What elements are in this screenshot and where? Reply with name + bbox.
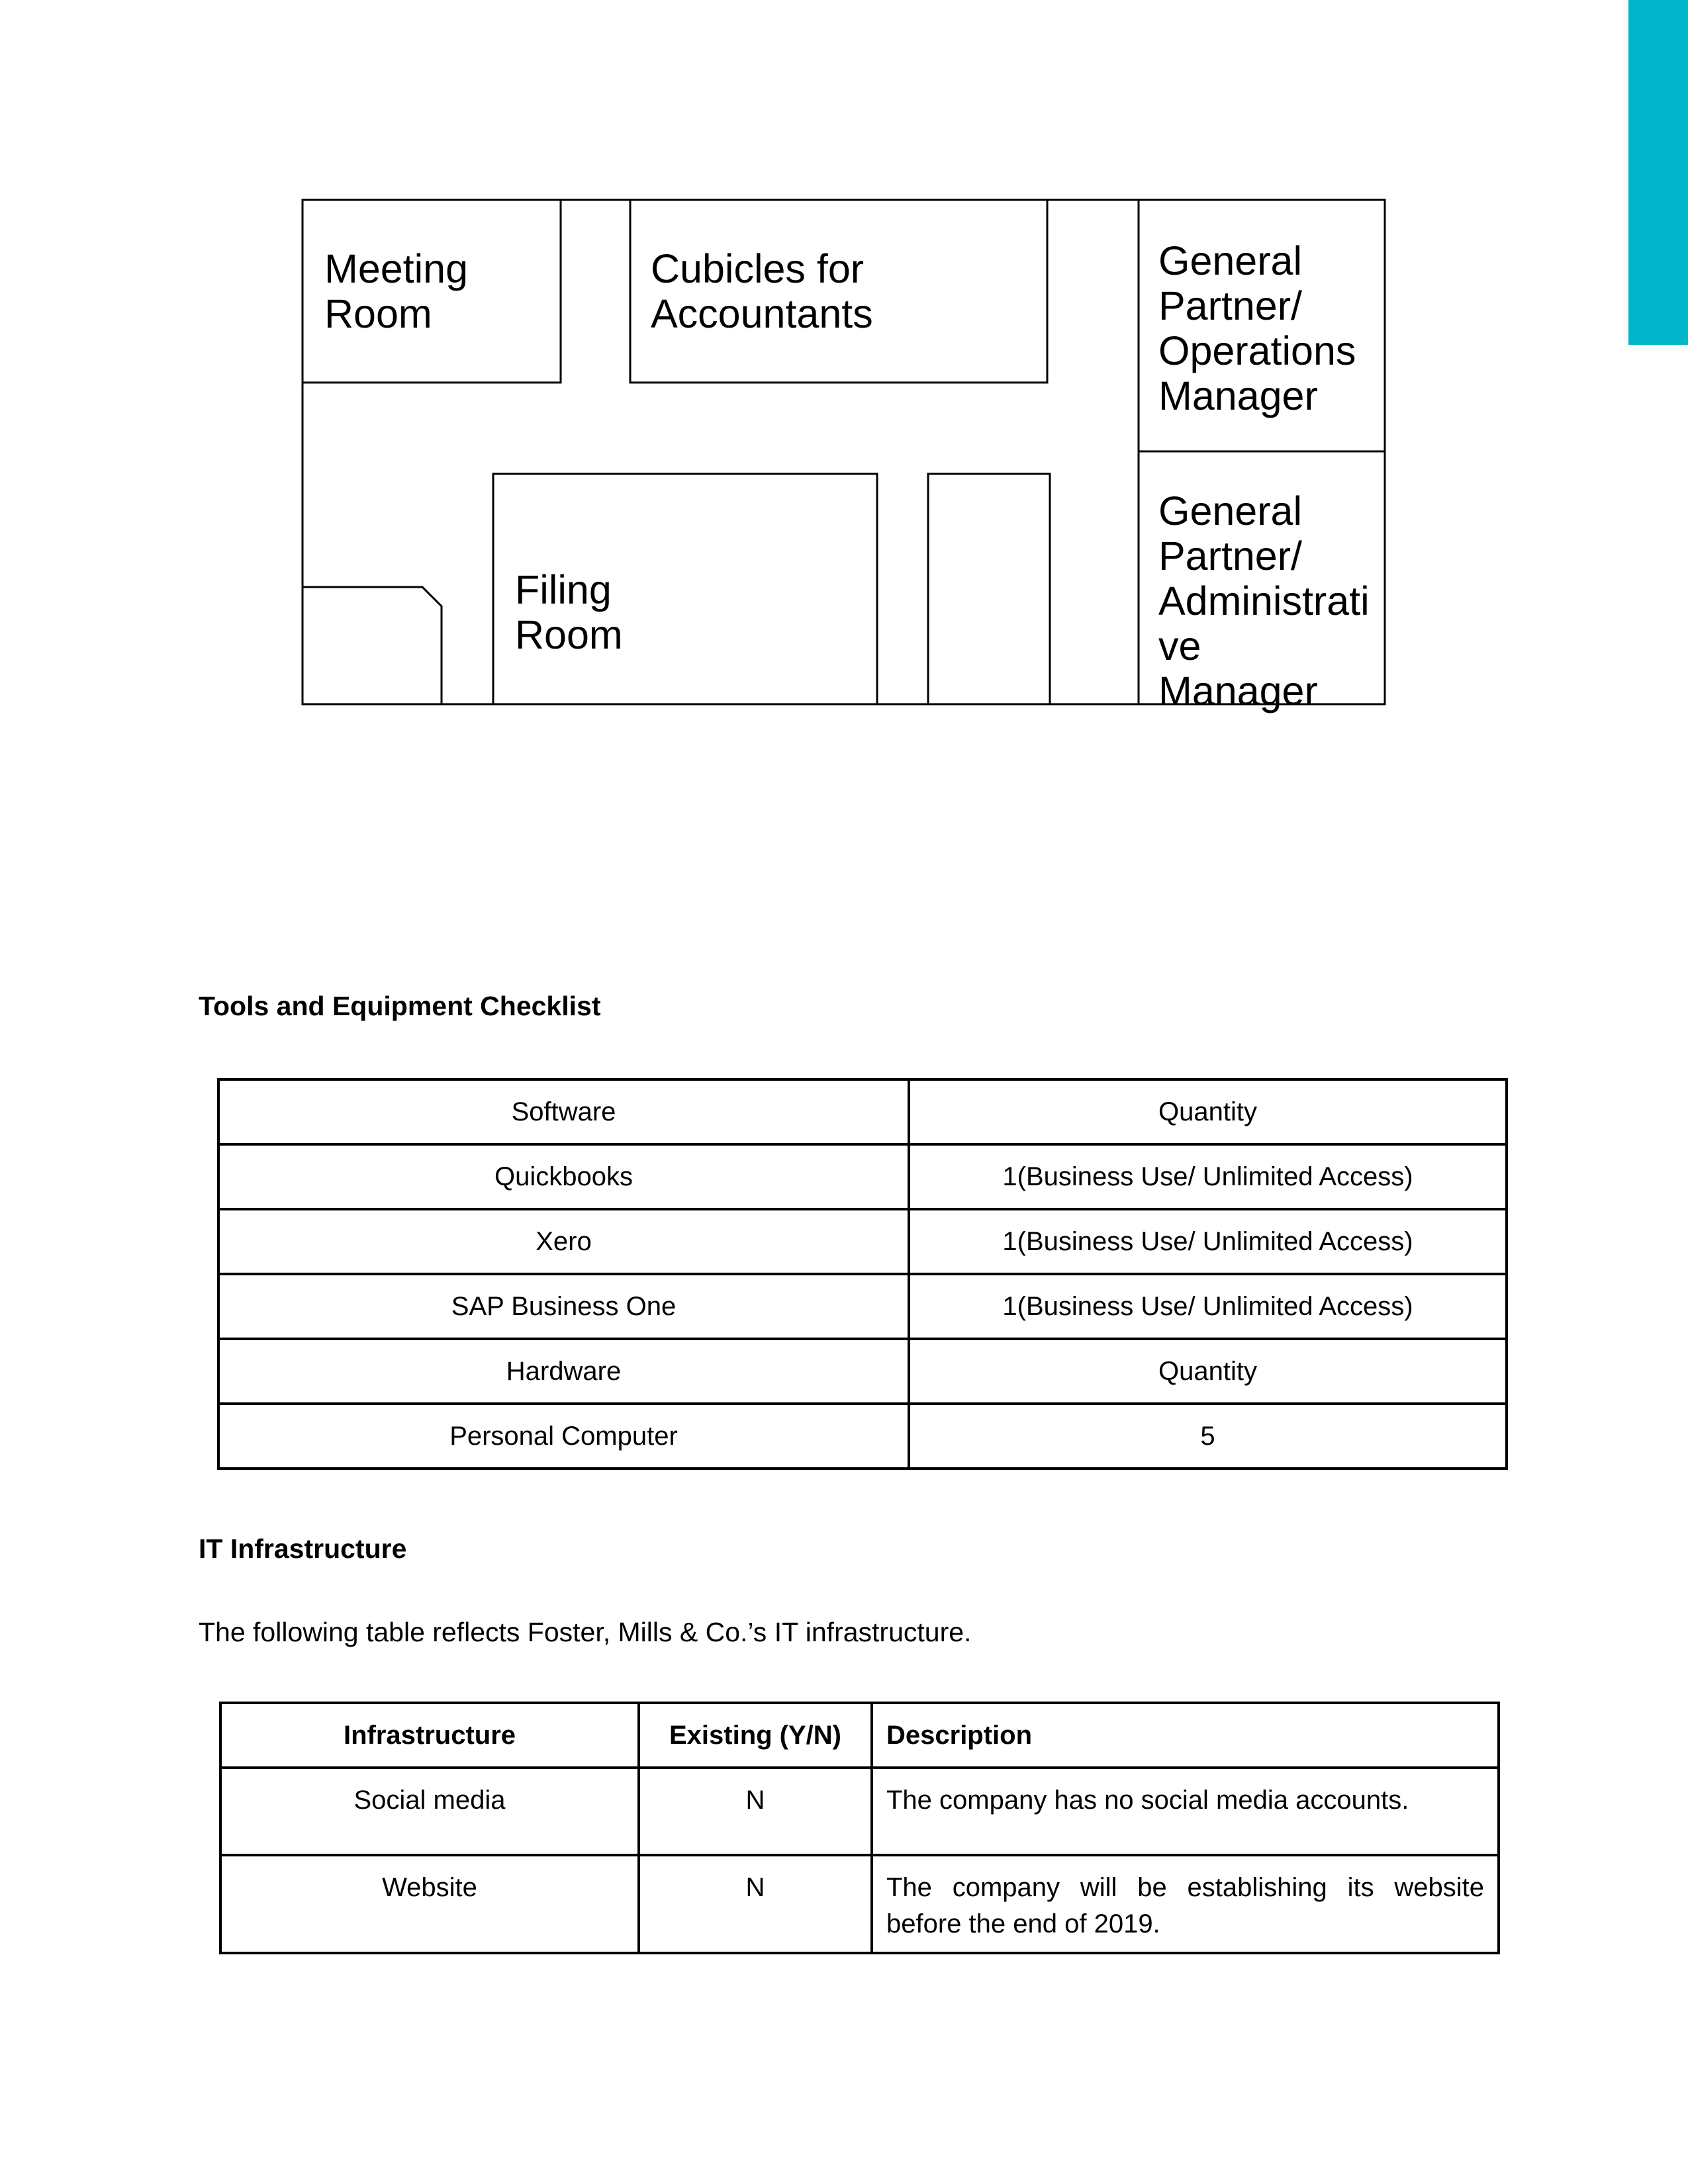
table-row [220,1768,1499,1855]
meeting-room-label: Meeting Room [324,246,469,336]
it-table [219,1702,1500,1954]
table-row [218,1404,1507,1469]
it-heading: IT Infrastructure [199,1533,407,1564]
tools-cell: 1(Business Use/ Unlimited Access) [909,1144,1507,1209]
tools-cell: Personal Computer [218,1404,909,1469]
it-cell: The company will be establishing its website before the end of 2019. [872,1855,1499,1953]
tools-cell: SAP Business One [218,1274,909,1339]
tools-cell: Hardware [218,1339,909,1404]
table-row [218,1209,1507,1274]
tools-cell: Quantity [909,1339,1507,1404]
tools-table [217,1078,1508,1470]
table-row [218,1079,1507,1144]
it-header-infrastructure: Infrastructure [220,1703,639,1768]
table-row [218,1339,1507,1404]
tools-cell: Quickbooks [218,1144,909,1209]
it-cell: N [639,1768,872,1855]
table-row [220,1855,1499,1953]
it-cell: Social media [220,1768,639,1855]
storage-box [928,474,1050,704]
it-intro: The following table reflects Foster, Mills & Co.’s IT infrastructure. [199,1617,972,1647]
tools-cell: Quantity [909,1079,1507,1144]
tools-cell: 1(Business Use/ Unlimited Access) [909,1209,1507,1274]
tools-cell: Software [218,1079,909,1144]
filing-room-label: Filing Room [515,567,623,657]
ops-manager-label: General Partner/ Operations Manager [1158,238,1356,418]
it-cell: The company has no social media accounts. [872,1768,1499,1855]
floor-plan-walls [0,0,1688,728]
tools-heading: Tools and Equipment Checklist [199,991,601,1021]
tools-cell: Xero [218,1209,909,1274]
table-row [218,1274,1507,1339]
tools-cell: 1(Business Use/ Unlimited Access) [909,1274,1507,1339]
table-row [218,1144,1507,1209]
admin-manager-label: General Partner/ Administrati ve Manager [1158,488,1370,713]
tools-cell: 5 [909,1404,1507,1469]
it-header-description: Description [872,1703,1499,1768]
it-cell: N [639,1855,872,1953]
cubicles-label: Cubicles for Accountants [651,246,873,336]
it-cell: Website [220,1855,639,1953]
reception-desk [303,587,442,704]
it-header-existing: Existing (Y/N) [639,1703,872,1768]
table-header-row [220,1703,1499,1768]
